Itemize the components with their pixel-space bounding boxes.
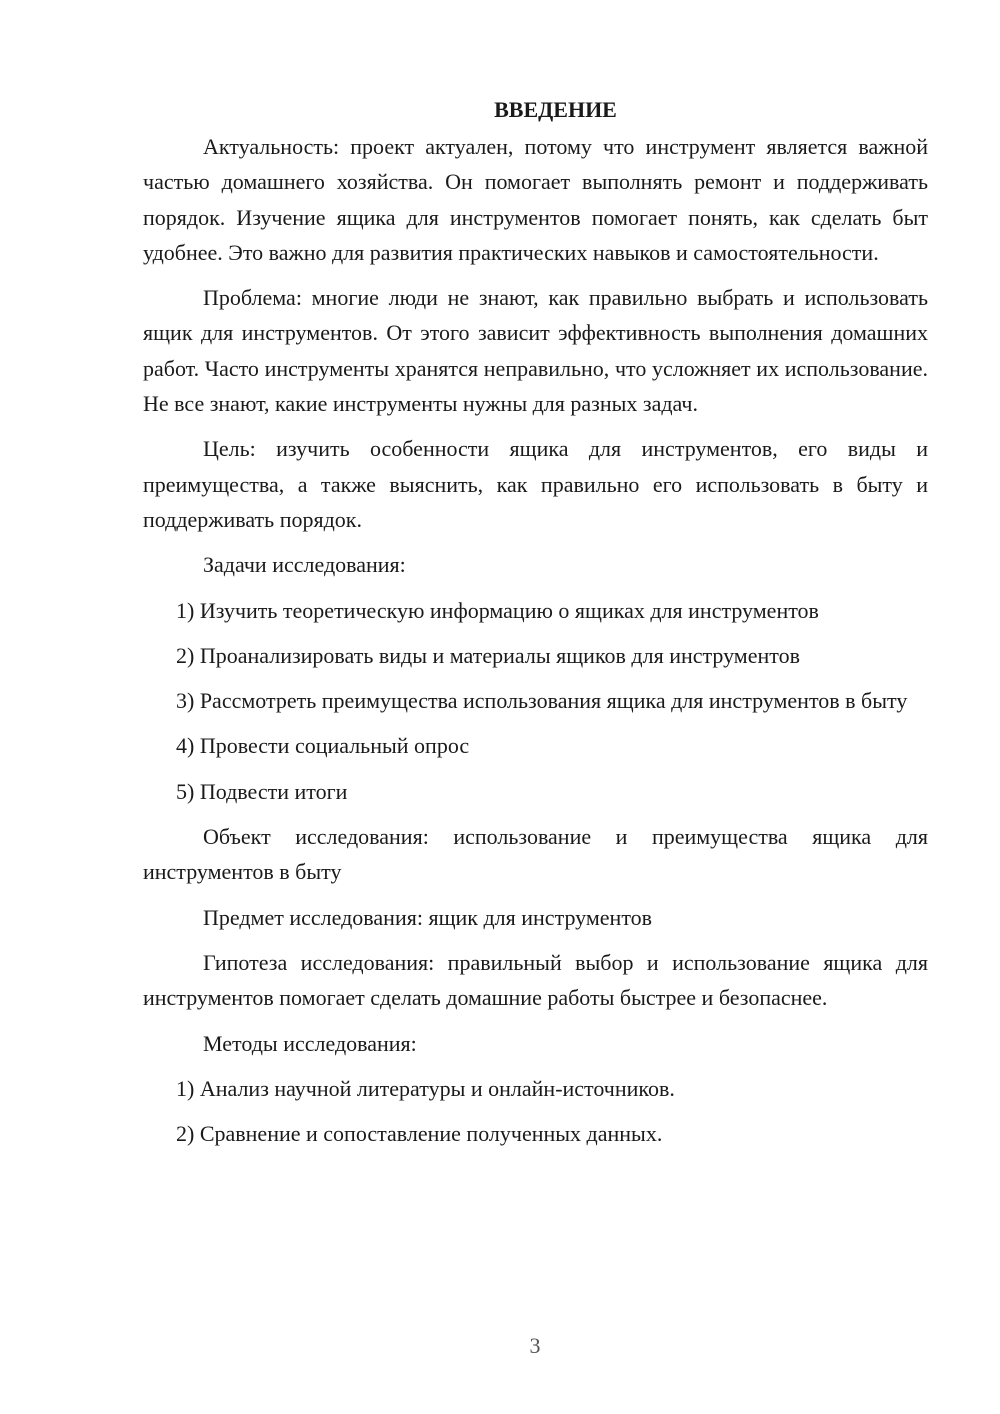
paragraph-object: Объект исследования: использование и преимущества ящика для инструментов в быту xyxy=(143,824,928,885)
paragraph-hypothesis: Гипотеза исследования: правильный выбор и использование ящика для инструментов помогает сделать домашние работы быстрее и безопаснее. xyxy=(143,949,928,1011)
method-item-2: 2) Сравнение и сопоставление полученных данных. xyxy=(176,1121,663,1147)
task-item-1: 1) Изучить теоретическую информацию о ящиках для инструментов xyxy=(176,597,819,623)
paragraph-goal: Цель: изучить особенности ящика для инструментов, его виды и преимущества, а также выяснить, как правильно его использовать в быту и поддерживать порядок. xyxy=(143,436,928,532)
task-item-2: 2) Проанализировать виды и материалы ящиков для инструментов xyxy=(176,642,800,668)
paragraph-problem: Проблема: многие люди не знают, как правильно выбрать и использовать ящик для инструментов. От этого зависит эффективность выполнения домашних работ. Часто инструменты хранятся неправильно, что усложняет их использование. Не все знают, какие инструменты нужны для разных задач. xyxy=(143,285,928,417)
tasks-heading: Задачи исследования: xyxy=(203,552,406,578)
methods-heading: Методы исследования: xyxy=(203,1030,417,1056)
paragraph-subject: Предмет исследования: ящик для инструментов xyxy=(203,904,653,930)
paragraph-relevance: Актуальность: проект актуален, потому что инструмент является важной частью домашнего хозяйства. Он помогает выполнять ремонт и поддерживать порядок. Изучение ящика для инструментов помогает понять, как сделать быт удобнее. Это важно для развития практических навыков и самостоятельности. xyxy=(143,134,928,265)
method-item-1: 1) Анализ научной литературы и онлайн-источников. xyxy=(176,1075,675,1101)
task-item-4: 4) Провести социальный опрос xyxy=(176,733,470,759)
task-item-5: 5) Подвести итоги xyxy=(176,778,348,804)
document-page xyxy=(143,92,928,1151)
page-number: 3 xyxy=(529,1333,541,1358)
section-heading: ВВЕДЕНИЕ xyxy=(494,97,617,122)
task-item-3: 3) Рассмотреть преимущества использования ящика для инструментов в быту xyxy=(176,688,908,714)
